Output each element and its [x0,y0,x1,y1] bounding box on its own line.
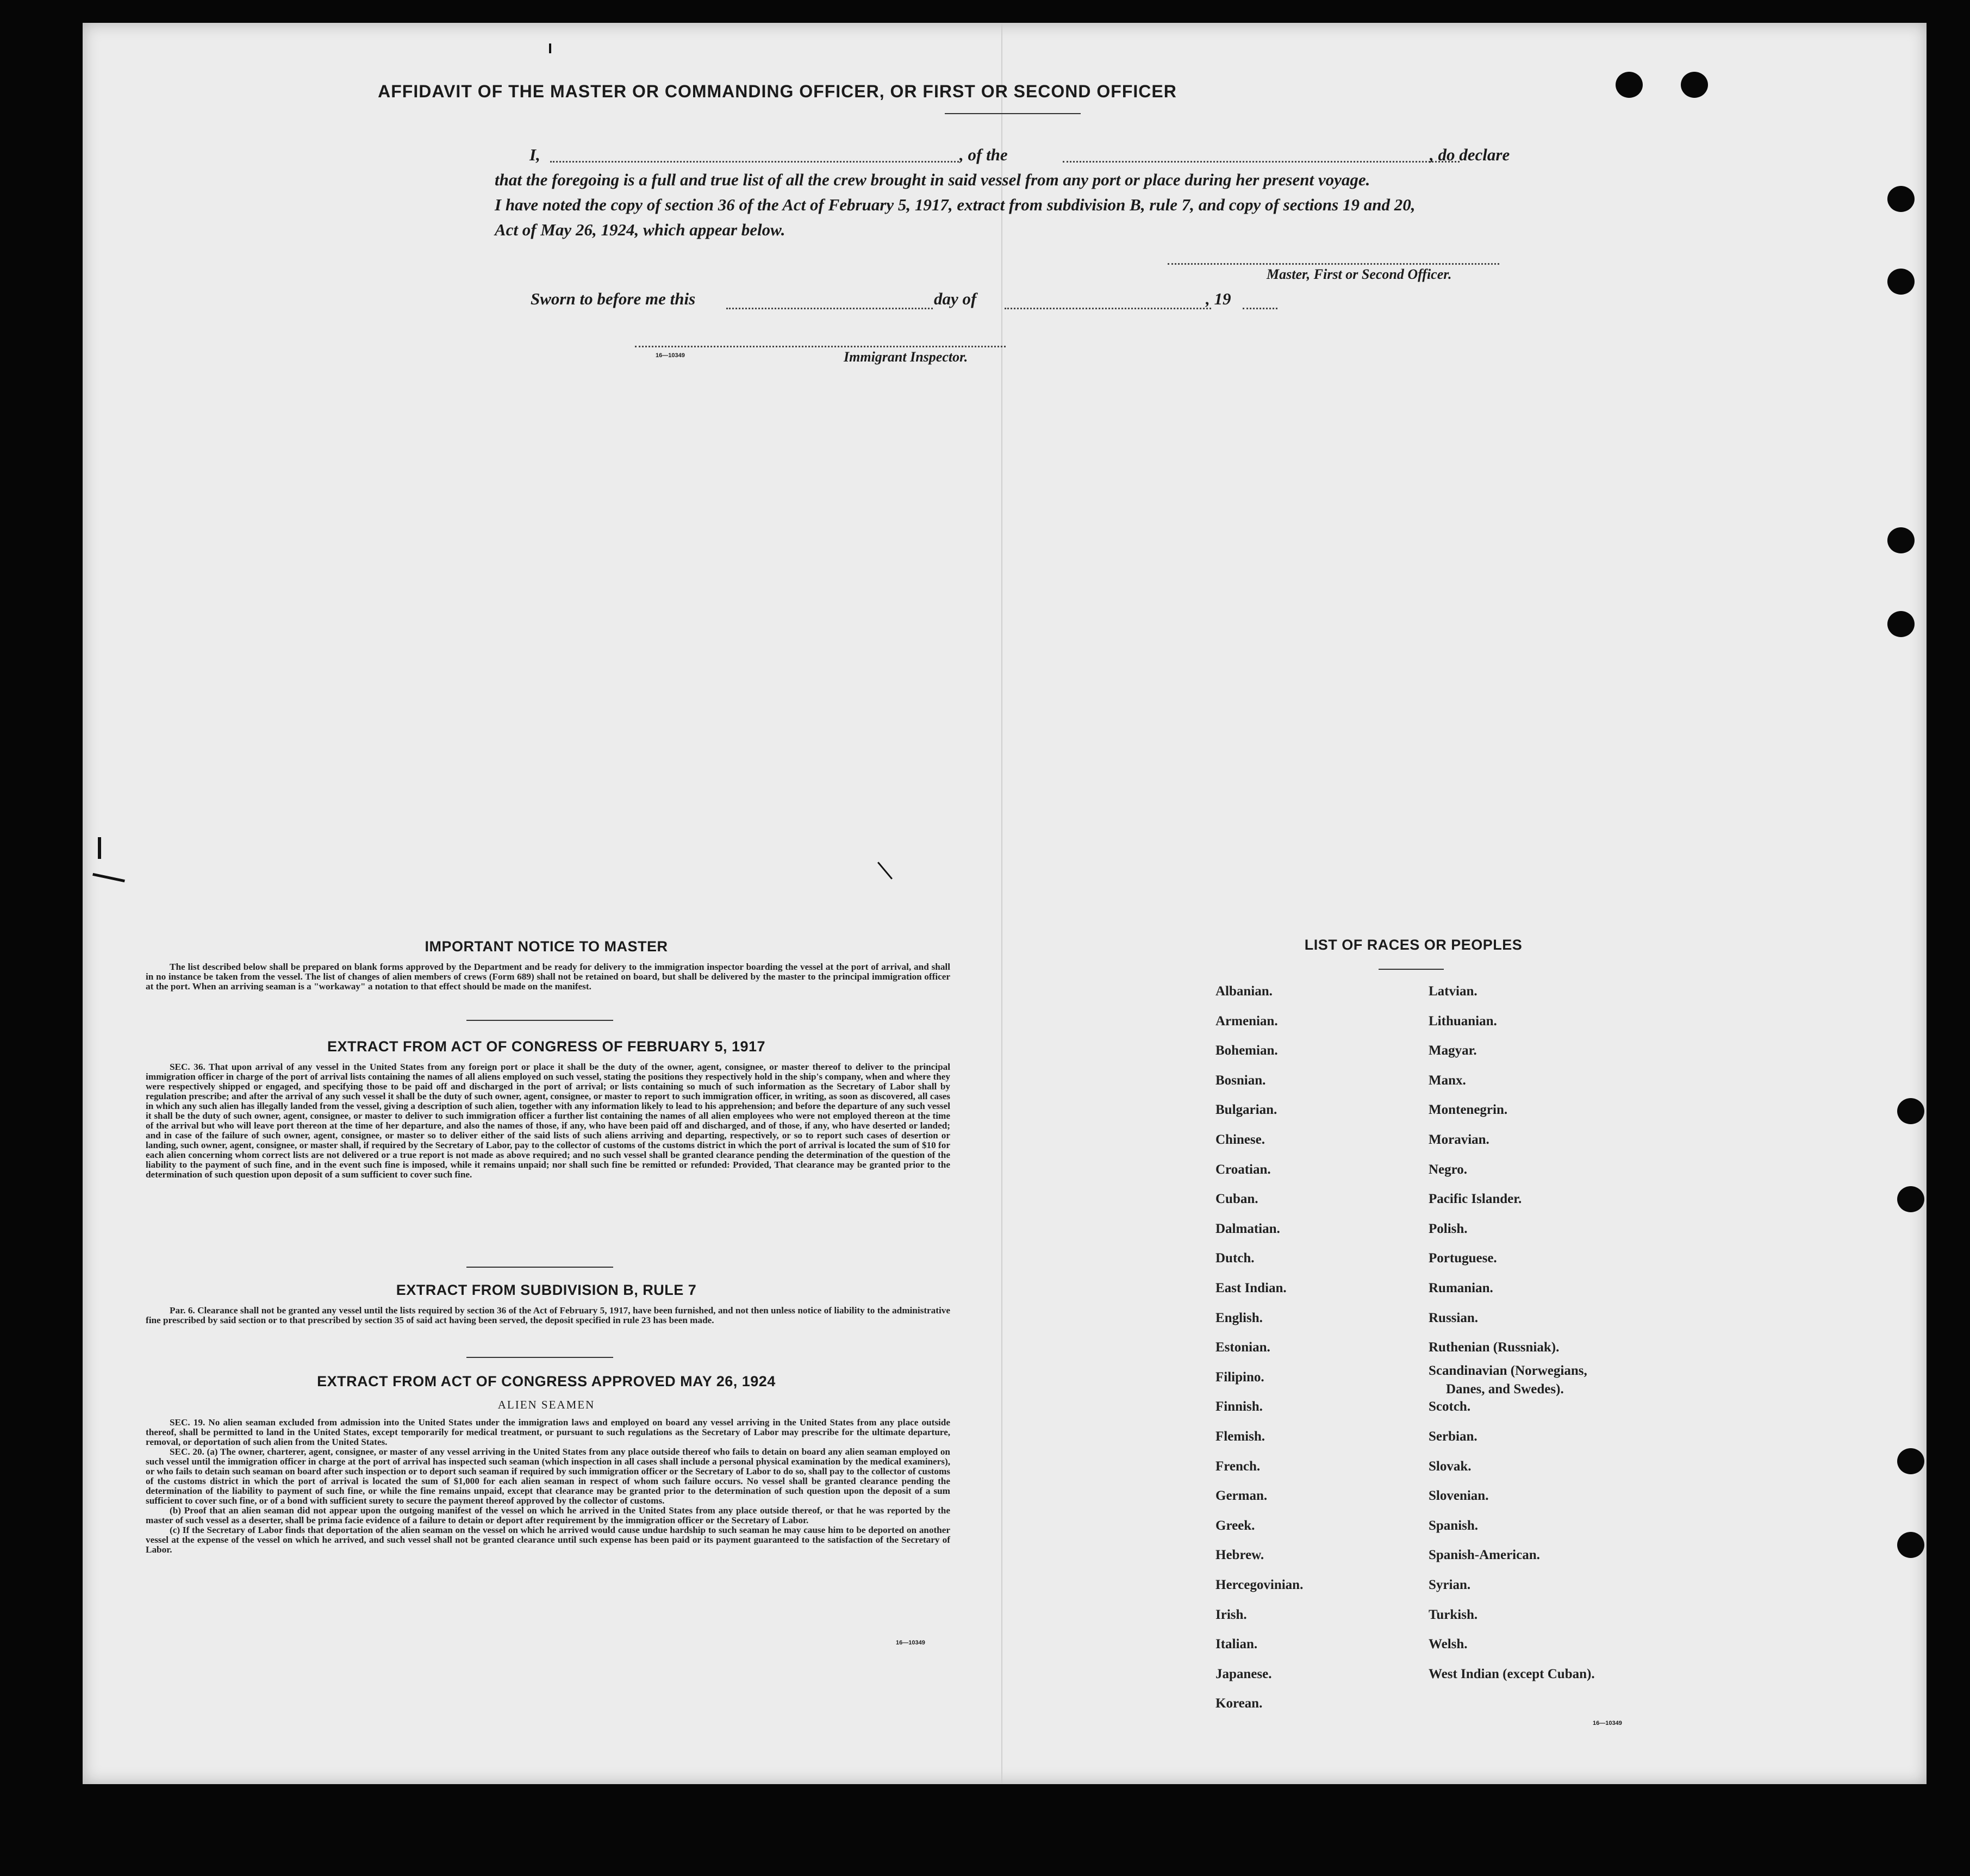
act-1917-title: EXTRACT FROM ACT OF CONGRESS OF FEBRUARY 5, 1917 [327,1038,766,1055]
race-item: Magyar. [1429,1043,1477,1058]
section-20c-paragraph: (c) If the Secretary of Labor finds that deportation of the alien seaman on the vessel on which he arrived would cause undue hardship to such seaman he may cause him to be deported on another vessel at the expense of the vessel on which he arrived, and such vessel shall not be granted clearance until such expense has been paid or its payment guaranteed to the satisfaction of the Secretary of Labor. [146,1525,950,1555]
paragraph-6: Par. 6. Clearance shall not be granted any vessel until the lists required by section 36 of the Act of February 5, 1917, have been furnished, and not then unless notice of liability to the administrative fine prescribed by said section or to that prescribed by section 35 of said act having been served, the deposit specified in rule 23 has been made. [146,1305,950,1325]
race-item: Ruthenian (Russniak). [1429,1340,1560,1355]
sworn-year-label: , 19 [1206,289,1231,308]
races-form-number: 16—10349 [1593,1720,1622,1727]
race-item: German. [1215,1488,1268,1504]
punch-hole [1887,611,1915,637]
master-signature-line[interactable] [1168,263,1499,265]
inspector-signature-label: Immigrant Inspector. [844,349,968,365]
race-item: Dutch. [1215,1251,1255,1266]
race-item: Croatian. [1215,1162,1271,1177]
left-form-number: 16—10349 [896,1640,925,1646]
stray-mark [98,837,101,859]
stray-mark [549,43,551,53]
sworn-prefix: Sworn to before me this [531,289,696,308]
affidavit-line: that the foregoing is a full and true list of all the crew brought in said vessel from any port or place during her present voyage. [495,170,1370,189]
races-title: LIST OF RACES OR PEOPLES [1304,937,1523,953]
rule-7-body [146,1306,950,1325]
race-item: Armenian. [1215,1013,1278,1029]
race-item: Welsh. [1429,1637,1468,1652]
race-item: Slovenian. [1429,1488,1489,1504]
race-item: Italian. [1215,1637,1258,1652]
race-item: Latvian. [1429,984,1477,999]
section-36-paragraph: SEC. 36. That upon arrival of any vessel in the United States from any foreign port or place it shall be the duty of the owner, agent, consignee, or master thereof to deliver to the principal immigration officer in charge of the port of arrival lists containing the names of all aliens employed on such vessel, stating the positions they respectively hold in the ship's company, when and where they were respectively shipped or engaged, and specifying those to be paid off and discharged in the port of arrival; or lists containing so much of such information as the Secretary of Labor shall by regulation prescribe; and after the arrival of any such vessel it shall be the duty of such owner, agent, consignee, or master to report to such immigration officer, in writing, as soon as discovered, all cases in which any such alien has illegally landed from the vessel, giving a description of such alien, together with any information likely to lead to his apprehension; and before the departure of any such vessel it shall be the duty of such owner, agent, consignee, or master to deliver to such immigration officer a further list containing the names of all alien employees who were not employed thereon at the time of the arrival but who will leave port thereon at the time of her departure, and also the names of those, if any, who have been paid off and discharged, and of those, if any, who have deserted or landed; and in case of the failure of such owner, agent, consignee, or master so to deliver either of the said lists of such aliens arriving and departing, respectively, or so to report such cases of desertion or landing, such owner, agent, consignee, or master shall, if required by the Secretary of Labor, pay to the collector of customs of the customs district in which the port of arrival is located the sum of $10 for each alien concerning whom correct lists are not delivered or a true report is not made as above required; and no such vessel shall be granted clearance pending the determination of the question of the liability to the payment of such fine, and in the event such fine is imposed, while it remains unpaid; nor shall such fine be remitted or refunded: Provided, That clearance may be granted prior to the determination of such question upon deposit of a sum sufficient to cover such fine. [146,1062,950,1180]
race-item: East Indian. [1215,1281,1287,1295]
sworn-day-field[interactable] [726,308,933,309]
vessel-prefix: , of the [959,145,1008,164]
act-1924-body [146,1418,950,1555]
race-item: Flemish. [1215,1429,1265,1444]
section-20b-paragraph: (b) Proof that an alien seaman did not appear upon the outgoing manifest of the vessel on which he arrived in the United States from any place outside thereof, or that he was reported by the master of such vessel as a deserter, shall be prima facie evidence of a failure to detain or deport after requirement by the immigration officer or the Secretary of Labor. [146,1505,950,1525]
race-item: Scotch. [1429,1399,1471,1414]
race-item: Negro. [1429,1162,1468,1177]
race-item: Chinese. [1215,1132,1265,1147]
race-item: Montenegrin. [1429,1102,1508,1118]
title-rule [945,113,1081,114]
race-item: Spanish. [1429,1518,1479,1533]
race-item: Irish. [1215,1607,1247,1622]
sworn-month-field[interactable] [1005,308,1211,309]
race-item: Hebrew. [1215,1548,1264,1563]
race-item: Pacific Islander. [1429,1192,1522,1207]
race-item: Lithuanian. [1429,1013,1497,1029]
race-item: Slovak. [1429,1459,1472,1474]
race-item: Estonian. [1215,1340,1270,1355]
inspector-signature-line[interactable] [635,346,1006,347]
race-item: Serbian. [1429,1429,1477,1444]
sworn-day-label: day of [934,289,977,308]
master-signature-label: Master, First or Second Officer. [1267,266,1452,282]
race-item: Russian. [1429,1310,1479,1325]
race-item: English. [1215,1310,1263,1325]
section-rule [466,1357,613,1358]
race-item: Polish. [1429,1221,1468,1236]
race-item: Spanish-American. [1429,1548,1540,1563]
race-item: Bohemian. [1215,1043,1278,1058]
race-item: Manx. [1429,1073,1466,1088]
act-1917-body [146,1062,950,1180]
affidavit-statement [495,142,1528,242]
vessel-name-field[interactable] [1063,161,1460,163]
race-item: Turkish. [1429,1607,1478,1622]
race-item: Japanese. [1215,1666,1272,1681]
race-item: Portuguese. [1429,1251,1497,1266]
race-item: Syrian. [1429,1578,1471,1592]
declare-suffix: , do declare [1430,145,1510,164]
punch-hole [1887,186,1915,212]
declarant-prefix: I, [529,145,540,164]
section-rule [466,1267,613,1268]
rule-7-title: EXTRACT FROM SUBDIVISION B, RULE 7 [396,1282,697,1298]
section-19-paragraph: SEC. 19. No alien seaman excluded from admission into the United States under the immigration laws and employed on board any vessel arriving in the United States from any place outside thereof, shall be permitted to land in the United States, except temporarily for medical treatment, or pursuant to such regulations as the Secretary of Labor may prescribe for the ultimate departure, removal, or deportation of such alien from the United States. [146,1417,950,1447]
race-item: French. [1215,1459,1261,1474]
affidavit-line: I have noted the copy of section 36 of the Act of February 5, 1917, extract from subdivision B, rule 7, and copy of sections 19 and 20, [495,195,1416,214]
race-item: Bosnian. [1215,1073,1266,1088]
punch-hole [1887,527,1915,553]
act-1924-subtitle: ALIEN SEAMEN [497,1398,595,1411]
race-item: Finnish. [1215,1399,1263,1414]
race-item: Hercegovinian. [1215,1578,1304,1592]
races-title-rule [1379,969,1444,970]
notice-paragraph: The list described below shall be prepared on blank forms approved by the Department and be ready for delivery to the immigration inspector boarding the vessel at the port of arrival, and shall in no instance be taken from the vessel. The list of changes of alien members of crews (Form 689) shall not be retained on board, but shall be delivered by the master to the principal immigration officer at the port. When an arriving seaman is a "workaway" a notation to that effect should be made on the manifest. [146,962,950,992]
notice-body [146,962,950,992]
affidavit-form-number: 16—10349 [656,352,685,359]
punch-hole [1897,1186,1924,1212]
race-item: Korean. [1215,1696,1263,1711]
notice-title: IMPORTANT NOTICE TO MASTER [425,938,668,955]
punch-hole [1897,1532,1924,1558]
sworn-year-field[interactable] [1243,308,1277,309]
punch-hole [1897,1448,1924,1474]
page-fold [1001,23,1002,1784]
race-item: Albanian. [1215,984,1273,999]
declarant-name-field[interactable] [550,161,959,163]
punch-hole [1616,72,1643,98]
affidavit-title: AFFIDAVIT OF THE MASTER OR COMMANDING OFFICER, OR FIRST OR SECOND OFFICER [378,82,1177,101]
section-rule [466,1020,613,1021]
race-item: Greek. [1215,1518,1255,1533]
section-20a-paragraph: SEC. 20. (a) The owner, charterer, agent, consignee, or master of any vessel arriving in the United States from any place outside thereof who fails to detain on board any alien seaman employed on such vessel until the immigration officer in charge at the port of arrival has inspected such seaman (which inspection in all cases shall include a personal physical examination by the medical examiners), or who fails to detain such seaman on board after such inspection or to deport such seaman if required by such immigration officer or the Secretary of Labor to do so, shall pay to the collector of customs of the customs district in which the port of arrival is located the sum of $1,000 for each alien seaman in respect of whom such failure occurs. No vessel shall be granted clearance pending the determination of the liability to payment of such fine, or while the fine remains unpaid, except that clearance may be granted prior to the determination of such question upon the deposit of a sum sufficient to cover such fine, or of a bond with sufficient surety to secure the payment thereof approved by the collector of customs. [146,1447,950,1506]
sworn-statement [531,289,695,309]
race-item: Dalmatian. [1215,1221,1280,1236]
race-item: Bulgarian. [1215,1102,1277,1118]
race-item: Cuban. [1215,1192,1258,1207]
punch-hole [1887,269,1915,295]
race-item: Danes, and Swedes). [1446,1381,1564,1397]
race-item: Rumanian. [1429,1281,1493,1295]
race-item: Moravian. [1429,1132,1489,1147]
race-item: West Indian (except Cuban). [1429,1666,1595,1681]
race-item: Filipino. [1215,1369,1264,1385]
punch-hole [1681,72,1708,98]
race-item: Scandinavian (Norwegians, [1429,1363,1587,1378]
affidavit-line: Act of May 26, 1924, which appear below. [495,220,785,239]
act-1924-title: EXTRACT FROM ACT OF CONGRESS APPROVED MAY 26, 1924 [317,1373,776,1389]
punch-hole [1897,1098,1924,1124]
